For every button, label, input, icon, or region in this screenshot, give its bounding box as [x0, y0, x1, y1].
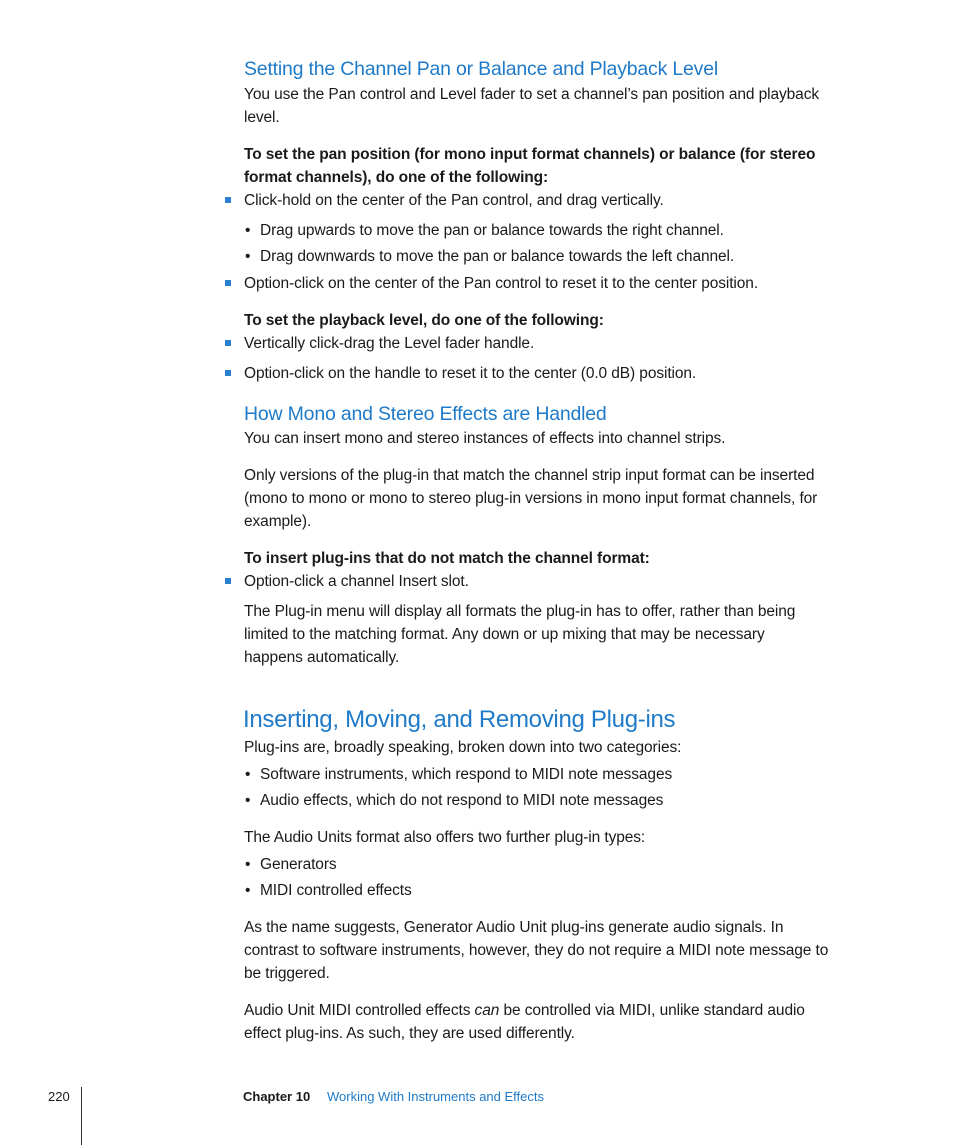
footer-chapter: Chapter 10: [243, 1089, 311, 1104]
bullet-square-icon: [225, 578, 231, 584]
bullet-square-icon: [225, 197, 231, 203]
pan-task-heading: [244, 143, 870, 189]
bullet-item: Option-click a channel Insert slot.: [244, 573, 469, 590]
level-task-heading: To set the playback level, do one of the following:: [244, 312, 604, 329]
paragraph-line: contrast to software instruments, however, they do not require a MIDI note message to: [244, 942, 829, 959]
bullet-square-icon: [225, 370, 231, 376]
paragraph-line: be triggered.: [244, 965, 330, 982]
pan-intro-line: You use the Pan control and Level fader to set a channel’s pan position and playback: [244, 86, 819, 103]
mono-paragraph: [244, 600, 870, 669]
bullet-square-icon: [225, 340, 231, 346]
bullet-dot-icon: •: [245, 766, 251, 783]
bullet-dot-icon: •: [245, 792, 251, 809]
paragraph-line: happens automatically.: [244, 649, 400, 666]
plugins-paragraph: [244, 999, 870, 1045]
pan-intro: [244, 83, 870, 129]
sub-bullet-item: Drag downwards to move the pan or balance towards the left channel.: [260, 248, 735, 265]
bullet-item: Option-click on the center of the Pan control to reset it to the center position.: [244, 275, 759, 292]
paragraph-line: (mono to mono or mono to stereo plug-in versions in mono input format channels, for: [244, 490, 818, 507]
list-item: MIDI controlled effects: [260, 882, 412, 899]
footer-divider: [81, 1087, 82, 1145]
bullet-item: Click-hold on the center of the Pan control, and drag vertically.: [244, 192, 664, 209]
bullet-dot-icon: •: [245, 248, 251, 265]
page-number: 220: [48, 1089, 70, 1104]
insert-task-heading: To insert plug-ins that do not match the channel format:: [244, 550, 650, 567]
paragraph-line: [244, 999, 870, 1022]
emphasis-text: can: [474, 1002, 500, 1019]
bullet-square-icon: [225, 280, 231, 286]
mono-paragraph: [244, 464, 870, 533]
bullet-dot-icon: •: [245, 882, 251, 899]
list-item: Software instruments, which respond to MIDI note messages: [260, 766, 673, 783]
text-run: be controlled via MIDI, unlike standard audio: [499, 1002, 805, 1019]
mono-paragraph: You can insert mono and stereo instances of effects into channel strips.: [244, 430, 726, 447]
list-item: Audio effects, which do not respond to MIDI note messages: [260, 792, 664, 809]
paragraph-line: effect plug-ins. As such, they are used differently.: [244, 1025, 575, 1042]
text-run: Audio Unit MIDI controlled effects: [244, 1002, 475, 1019]
plugins-paragraph: Plug-ins are, broadly speaking, broken down into two categories:: [244, 739, 682, 756]
plugins-paragraph: The Audio Units format also offers two further plug-in types:: [244, 829, 646, 846]
paragraph-line: As the name suggests, Generator Audio Unit plug-ins generate audio signals. In: [244, 919, 784, 936]
paragraph-line: Only versions of the plug-in that match the channel strip input format can be inserted: [244, 467, 815, 484]
plugins-paragraph: [244, 916, 870, 985]
section-heading-plugins: Inserting, Moving, and Removing Plug-ins: [243, 706, 676, 733]
task-line: To set the pan position (for mono input format channels) or balance (for stereo: [244, 146, 816, 163]
list-item: Generators: [260, 856, 337, 873]
sub-bullet-item: Drag upwards to move the pan or balance towards the right channel.: [260, 222, 724, 239]
bullet-item: Option-click on the handle to reset it to the center (0.0 dB) position.: [244, 365, 697, 382]
bullet-dot-icon: •: [245, 222, 251, 239]
pan-intro-line: level.: [244, 109, 280, 126]
task-line: format channels), do one of the following:: [244, 169, 549, 186]
section-heading-mono-stereo: How Mono and Stereo Effects are Handled: [244, 403, 607, 425]
bullet-item: Vertically click-drag the Level fader handle.: [244, 335, 535, 352]
paragraph-line: The Plug-in menu will display all formats the plug-in has to offer, rather than being: [244, 603, 796, 620]
bullet-dot-icon: •: [245, 856, 251, 873]
paragraph-line: example).: [244, 513, 312, 530]
section-heading-pan: Setting the Channel Pan or Balance and Playback Level: [244, 58, 718, 80]
footer-chapter-title[interactable]: Working With Instruments and Effects: [327, 1089, 544, 1104]
paragraph-line: limited to the matching format. Any down or up mixing that may be necessary: [244, 626, 765, 643]
